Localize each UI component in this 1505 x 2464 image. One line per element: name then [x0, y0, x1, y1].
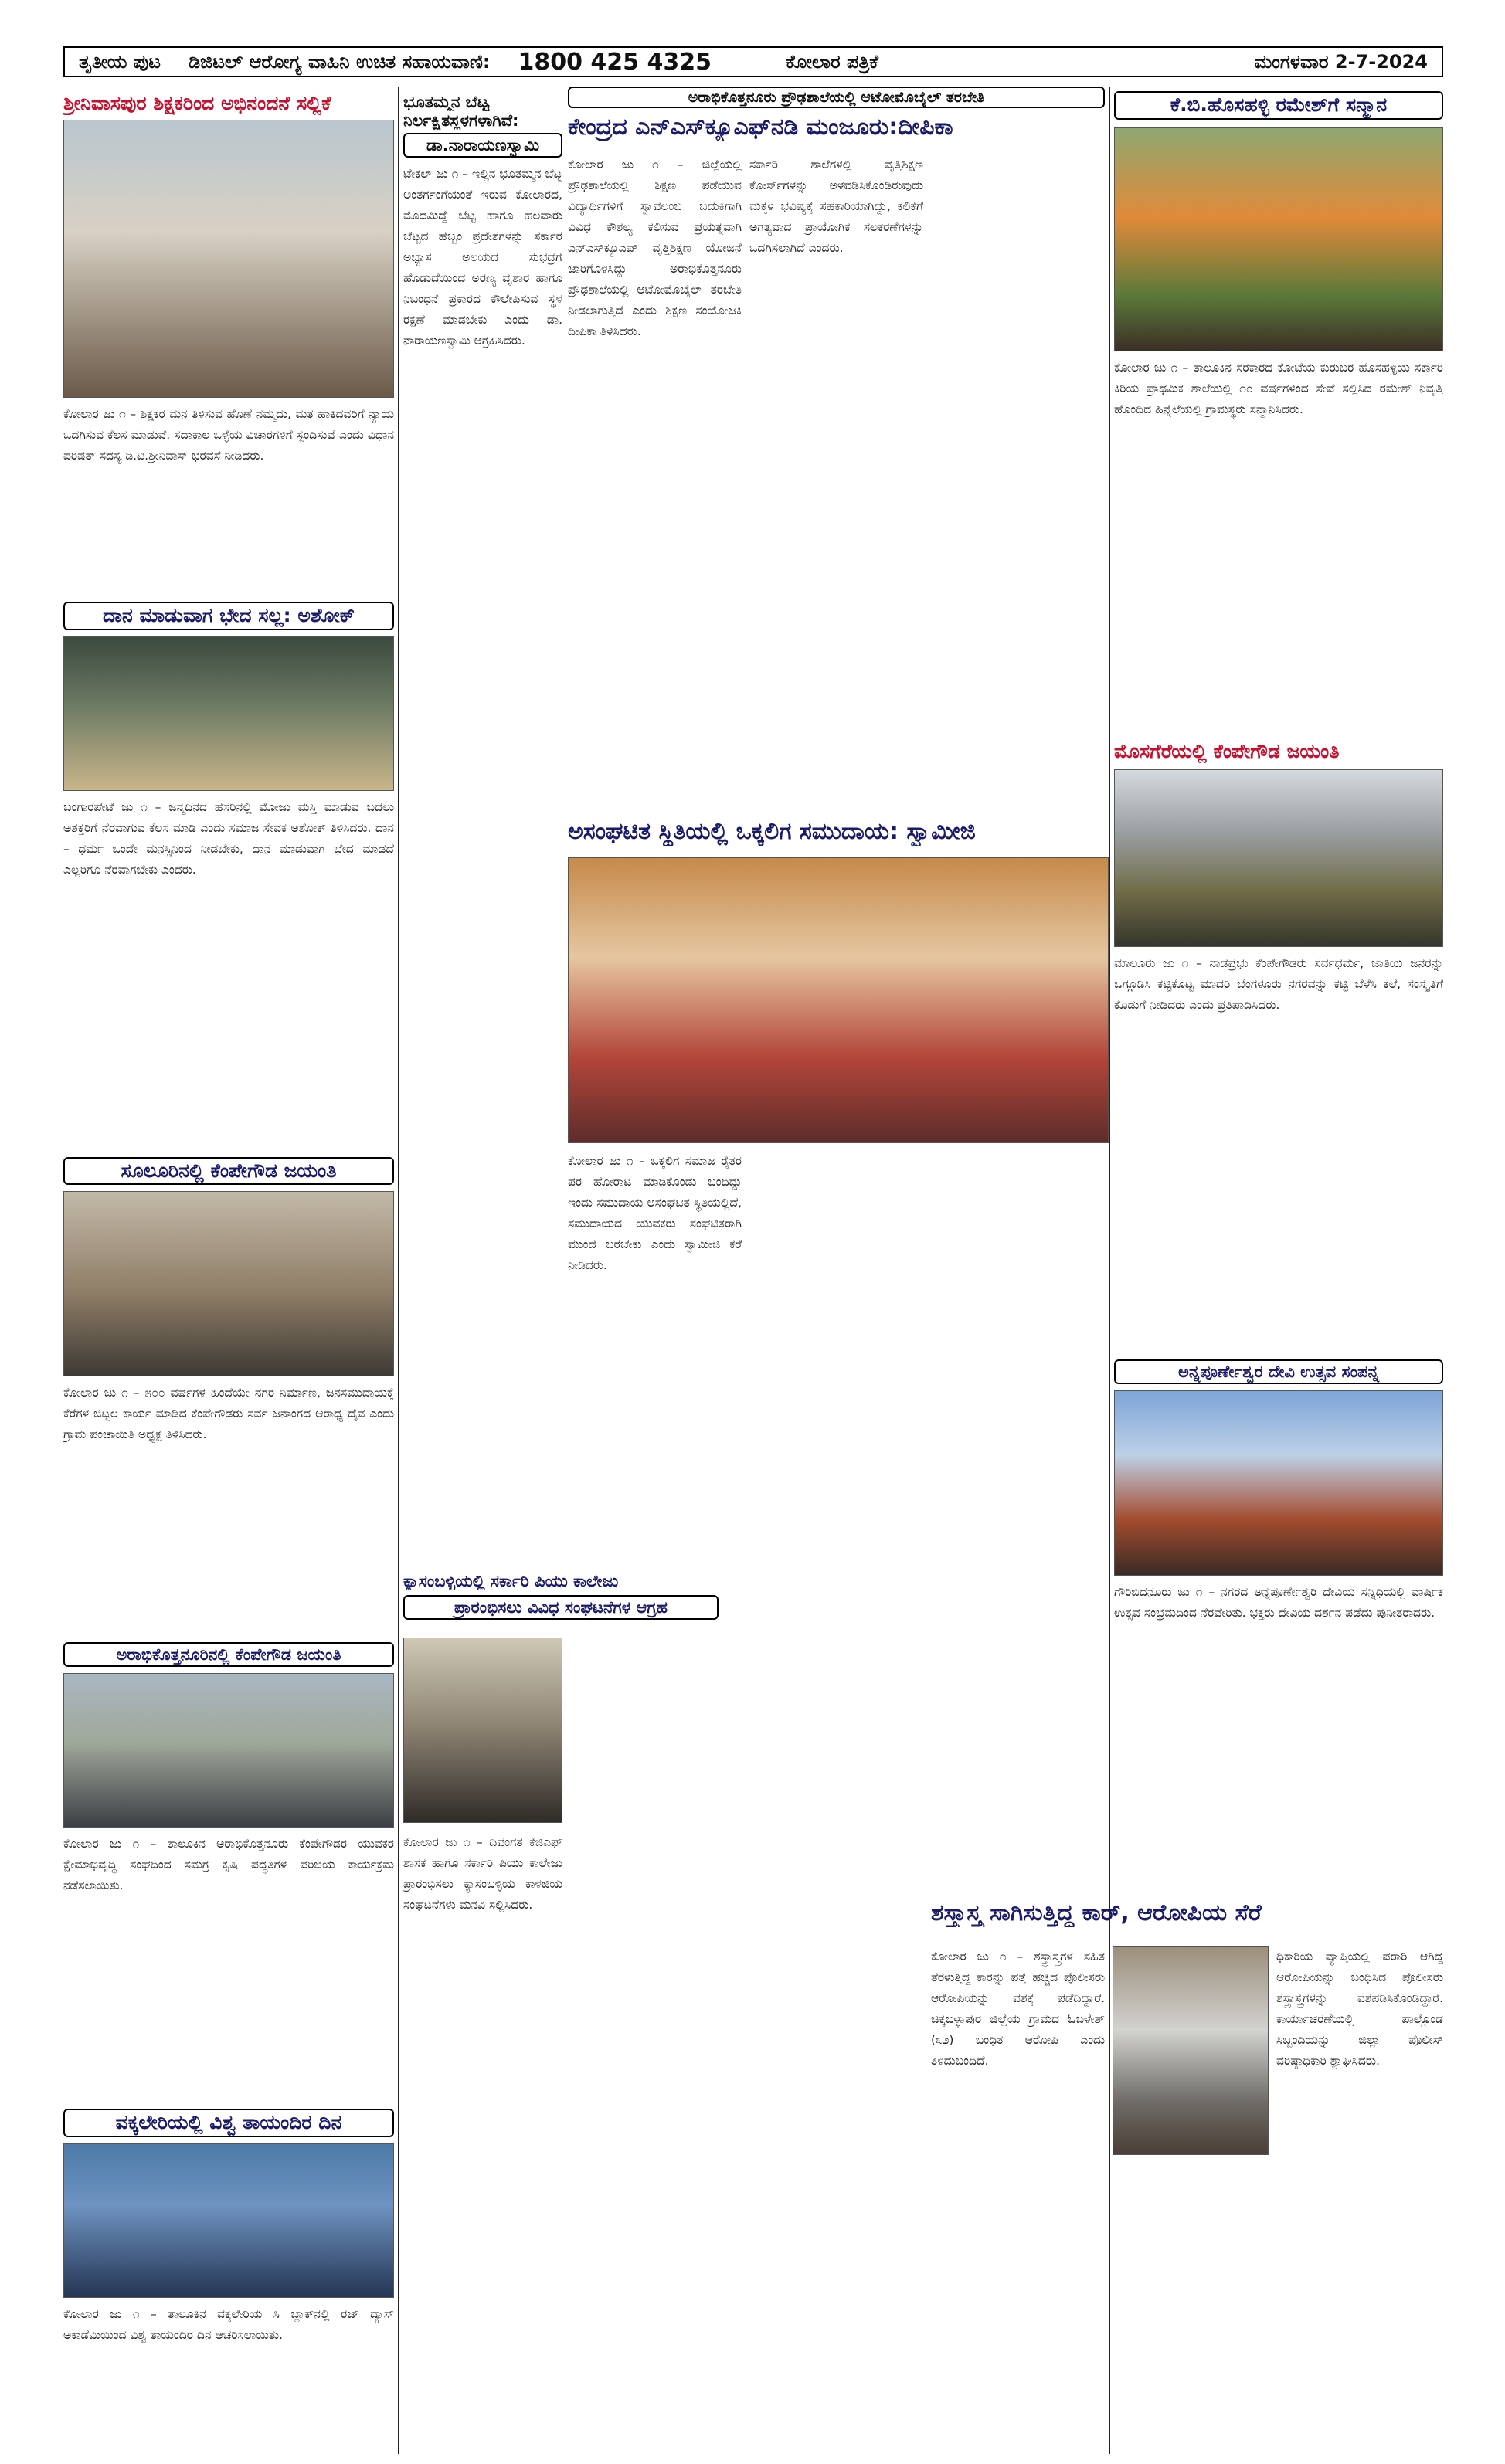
- article-body: ಕೋಲಾರ ಜು ೧ – ಒಕ್ಕಲಿಗ ಸಮಾಜ ರೈತರ ಪರ ಹೋರಾಟ ಮಾಡಿಕೊಂಡು ಬಂದಿದ್ದು ಇಂದು ಸಮುದಾಯ ಅಸಂಘಟಿತ ಸ್ಥಿತಿಯಲ್ಲಿದೆ, ಸಮುದಾಯದ ಯುವಕರು ಸಂಘಟಿತರಾಗಿ ಮುಂದೆ ಬರಬೇಕು ಎಂದು ಸ್ವಾಮೀಜಿ ಕರೆ ನೀಡಿದರು.: [568, 1154, 742, 1272]
- kicker: ಭೂತಮ್ಮನ ಬೆಟ್ಟ: [403, 93, 490, 111]
- headline: ಪ್ರಾರಂಭಿಸಲು ವಿವಿಧ ಸಂಘಟನೆಗಳ ಆಗ್ರಹ: [403, 1595, 719, 1620]
- article-body-cont: [931, 154, 1105, 772]
- headline: ಶಸ್ತ್ರಾಸ್ತ್ರ ಸಾಗಿಸುತ್ತಿದ್ದ ಕಾರ್, ಆರೋಪಿಯ ಸೆರೆ: [931, 1900, 1262, 1926]
- photo-kempegowda-jayanti-soolur: [63, 1191, 394, 1376]
- helpline-number: 1800 425 4325: [518, 48, 712, 76]
- headline: ಅಸಂಘಟಿತ ಸ್ಥಿತಿಯಲ್ಲಿ ಒಕ್ಕಲಿಗ ಸಮುದಾಯ: ಸ್ವಾಮೀಜಿ: [568, 819, 976, 845]
- headline: ದಾನ ಮಾಡುವಾಗ ಭೇದ ಸಲ್ಲ: ಅಶೋಕ್: [63, 602, 394, 630]
- article-body: ಕೋಲಾರ ಜು ೧ – ತಾಲೂಕಿನ ಸರಕಾರದ ಕೋಟೆಯ ಕುರುಬರ ಹೊಸಹಳ್ಳಿಯ ಸರ್ಕಾರಿ ಕಿರಿಯ ಪ್ರಾಥಮಿಕ ಶಾಲೆಯಲ್ಲಿ ೧೦ ವರ್ಷಗಳಿಂದ ಸೇವೆ ಸಲ್ಲಿಸಿದ ರಮೇಶ್ ನಿವೃತ್ತಿ ಹೊಂದಿದ ಹಿನ್ನೆಲೆಯಲ್ಲಿ ಗ್ರಾಮಸ್ಥರು ಸನ್ಮಾನಿಸಿದರು.: [1114, 360, 1443, 416]
- article-body: ಟೇಕಲ್ ಜು ೧ – ಇಲ್ಲಿನ ಭೂತಮ್ಮನ ಬೆಟ್ಟ ಅಂತರ್ಗಂಗೆಯಂತೆ ಇರುವ ಕೋಲಾರದ, ಮೊದಮಿದ್ದೆ ಬೆಟ್ಟ ಹಾಗೂ ಹಲವಾರು ಬೆಟ್ಟದ ಹೆಬ್ಬಂ ಪ್ರದೇಶಗಳನ್ನು ಸರ್ಕಾರ ಅಭ್ಯಾಸ ಅಲಯದ ಸುಭದ್ರಗೆ ಹೊಡುದೆಯಿಂದ ಅರಣ್ಯ ವೃಶಾರ ಹಾಗೂ ನಿಬಂಧನೆ ಪ್ರಕಾರದ ಕೌಲೇಪಿಸುವ ಸ್ಥಳ ರಕ್ಷಣೆ ಮಾಡಬೇಕು ಎಂದು ಡಾ. ನಾರಾಯಣಸ್ವಾಮಿ ಆಗ್ರಹಿಸಿದರು.: [403, 167, 562, 348]
- helpline-label: ಡಿಜಿಟಲ್ ಆರೋಗ್ಯ ವಾಹಿನಿ ಉಚಿತ ಸಹಾಯವಾಣಿ:: [188, 51, 491, 73]
- kicker-box: [568, 87, 1105, 108]
- photo-teacher-felicitation: [63, 120, 394, 398]
- issue-date: ಮಂಗಳವಾರ 2-7-2024: [1254, 51, 1428, 73]
- column-rule: [1109, 87, 1110, 2454]
- article-body-cont: [1113, 2163, 1269, 2441]
- paper-name: ಕೋಲಾರ ಪತ್ರಿಕೆ: [785, 51, 878, 73]
- photo-pu-college-petition: [403, 1638, 562, 1823]
- article-body: ಕೋಲಾರ ಜು ೧ – ದಿವಂಗತ ಕೆಜಿಎಫ್ ಶಾಸಕ ಹಾಗೂ ಸರ್ಕಾರಿ ಪಿಯು ಕಾಲೇಜು ಪ್ರಾರಂಭಿಸಲು ಕ್ಯಾಸಂಬಳ್ಳಿಯ ಕಾಳಜಿಯ ಸಂಘಟನೆಗಳು ಮನವಿ ಸಲ್ಲಿಸಿದರು.: [403, 1835, 562, 1912]
- headline: ಸೂಲೂರಿನಲ್ಲಿ ಕೆಂಪೇಗೌಡ ಜಯಂತಿ: [63, 1157, 394, 1186]
- headline: ಅನ್ನಪೂರ್ಣೇಶ್ವರ ದೇವಿ ಉತ್ಸವ ಸಂಪನ್ನ: [1114, 1359, 1443, 1384]
- column-rule: [398, 87, 399, 2454]
- photo-donation: [63, 636, 394, 791]
- article-body: ಕೋಲಾರ ಜು ೧ – ಶಿಕ್ಷಕರ ಮನ ತಿಳಿಸುವ ಹೊಣೆ ನಮ್ಮದು, ಮತ ಹಾಕಿದವರಿಗೆ ನ್ಯಾಯ ಒದಗಿಸುವ ಕೆಲಸ ಮಾಡುವೆ. ಸದಾಕಾಲ ಒಳ್ಳೆಯ ವಿಚಾರಗಳಿಗೆ ಸ್ಪಂದಿಸುವೆ ಎಂದು ವಿಧಾನ ಪರಿಷತ್ ಸದಸ್ಯ ಡಿ.ಟಿ.ಶ್ರೀನಿವಾಸ್ ಭರವಸೆ ನೀಡಿದರು.: [63, 406, 394, 463]
- article-body: ಕೋಲಾರ ಜು ೧ – ಜಿಲ್ಲೆಯಲ್ಲಿ ಪ್ರೌಢಶಾಲೆಯಲ್ಲಿ ಶಿಕ್ಷಣ ಪಡೆಯುವ ವಿದ್ಯಾರ್ಥಿಗಳಿಗೆ ಸ್ವಾವಲಂಬಿ ಬದುಕಿಗಾಗಿ ವಿವಿಧ ಕೌಶಲ್ಯ ಕಲಿಸುವ ಪ್ರಯತ್ನವಾಗಿ ಎನ್‌ಎಸ್‌ಕ್ಯೂಎಫ್ ವೃತ್ತಿಶಿಕ್ಷಣ ಯೋಜನೆ ಜಾರಿಗೊಳಿಸಿದ್ದು ಅರಾಭಿಕೊತ್ತನೂರು ಪ್ರೌಢಶಾಲೆಯಲ್ಲಿ ಆಟೋಮೊಬೈಲ್ ತರಬೇತಿ ನೀಡಲಾಗುತ್ತಿದೆ ಎಂದು ಶಿಕ್ಷಣ ಸಂಯೋಜಕಿ ದೀಪಿಕಾ ತಿಳಿಸಿದರು.: [568, 158, 742, 338]
- column-4: [1114, 87, 1443, 1894]
- article-body: ಕೋಲಾರ ಜು ೧ – ಶಸ್ತ್ರಾಸ್ತ್ರಗಳ ಸಹಿತ ತೆರಳುತ್ತಿದ್ದ ಕಾರನ್ನು ಪತ್ತೆ ಹಚ್ಚಿದ ಪೊಲೀಸರು ಆರೋಪಿಯನ್ನು ವಶಕ್ಕೆ ಪಡೆದಿದ್ದಾರೆ. ಚಿಕ್ಕಬಳ್ಳಾಪುರ ಜಿಲ್ಲೆಯ ಗ್ರಾಮದ ಓಬಳೇಶ್ (೩೨) ಬಂಧಿತ ಆರೋಪಿ ಎಂದು ತಿಳಿದುಬಂದಿದೆ.: [931, 1950, 1105, 2068]
- headline: ಡಾ.ನಾರಾಯಣಸ್ವಾಮಿ: [403, 133, 562, 158]
- photo-mothers-day: [63, 2143, 394, 2298]
- headline: ಕೆ.ಬಿ.ಹೊಸಹಳ್ಳಿ ರಮೇಶ್‌ಗೆ ಸನ್ಮಾನ: [1114, 91, 1443, 120]
- article-body: ಮಾಲೂರು ಜು ೧ – ನಾಡಪ್ರಭು ಕೆಂಪೇಗೌಡರು ಸರ್ವಧರ್ಮ, ಜಾತಿಯ ಜನರನ್ನು ಒಗ್ಗೂಡಿಸಿ ಕಟ್ಟಿಕೊಟ್ಟ ಮಾದರಿ ಬೆಂಗಳೂರು ನಗರವನ್ನು ಕಟ್ಟಿ ಬೆಳೆಸಿ ಕಲೆ, ಸಂಸ್ಕೃತಿಗೆ ಕೊಡುಗೆ ನೀಡಿದರು ಎಂದು ಪ್ರತಿಪಾದಿಸಿದರು.: [1114, 955, 1443, 1012]
- masthead-bar: [63, 46, 1443, 77]
- headline: ಮೊಸಗೆರೆಯಲ್ಲಿ ಕೆಂಪೇಗೌಡ ಜಯಂತಿ: [1114, 740, 1340, 762]
- photo-okkaliga-event: [568, 857, 1109, 1143]
- page-label: ತೃತೀಯ ಪುಟ: [79, 51, 161, 73]
- headline: ಕ್ಯಾಸಂಬಳ್ಳಿಯಲ್ಲಿ ಸರ್ಕಾರಿ ಪಿಯು ಕಾಲೇಜು: [403, 1572, 619, 1590]
- article-body: ಗೌರಿಬಿದನೂರು ಜು ೧ – ನಗರದ ಅನ್ನಪೂರ್ಣೇಶ್ವರಿ ದೇವಿಯ ಸನ್ನಿಧಿಯಲ್ಲಿ ವಾರ್ಷಿಕ ಉತ್ಸವ ಸಂಭ್ರಮದಿಂದ ನೆರವೇರಿತು. ಭಕ್ತರು ದೇವಿಯ ದರ್ಶನ ಪಡೆದು ಪುನೀತರಾದರು.: [1114, 1584, 1443, 1620]
- article-body-cont: [749, 1151, 923, 2441]
- photo-annapoorneshwari-festival: [1114, 1390, 1443, 1576]
- headline-lead: ಕೇಂದ್ರದ ಎನ್‌ಎಸ್‌ಕ್ಯೂಎಫ್‌ನಡಿ ಮಂಜೂರು:ದೀಪಿಕಾ: [568, 114, 953, 141]
- article-body: ಕೋಲಾರ ಜು ೧ – ತಾಲೂಕಿನ ಅರಾಭಿಕೊತ್ತನೂರು ಕೆಂಪೇಗೌಡರ ಯುವಕರ ಕ್ಷೇಮಾಭಿವೃದ್ಧಿ ಸಂಘದಿಂದ ಸಮಗ್ರ ಕೃಷಿ ಪದ್ಧತಿಗಳ ಪರಿಚಯ ಕಾರ್ಯಕ್ರಮ ನಡೆಸಲಾಯಿತು.: [63, 1837, 394, 1893]
- photo-arrested-car: [1113, 1946, 1269, 2155]
- photo-kempegowda-jayanti-arabhikothanur: [63, 1673, 394, 1828]
- headline: ನಿರ್ಲಕ್ಷಿತಸ್ಥಳಗಳಾಗಿವೆ:: [403, 111, 519, 131]
- photo-kempegowda-jayanti-mosagere: [1114, 769, 1443, 947]
- headline: ಶ್ರೀನಿವಾಸಪುರ ಶಿಕ್ಷಕರಿಂದ ಅಭಿನಂದನೆ ಸಲ್ಲಿಕೆ: [63, 93, 331, 114]
- kicker: ಅರಾಭಿಕೊತ್ತನೂರು ಪ್ರೌಢಶಾಲೆಯಲ್ಲಿ ಆಟೋಮೊಬೈಲ್ ತರಬೇತಿ: [688, 89, 985, 106]
- headline: ವಕ್ಕಲೇರಿಯಲ್ಲಿ ವಿಶ್ವ ತಾಯಂದಿರ ದಿನ: [63, 2109, 394, 2137]
- article-body: ಕೋಲಾರ ಜು ೧ – ೫೦೦ ವರ್ಷಗಳ ಹಿಂದೆಯೇ ನಗರ ನಿರ್ಮಾಣ, ಜನಸಮುದಾಯಕ್ಕೆ ಕೆರೆಗಳ ಚಿಟ್ಟಲ ಕಾರ್ಯ ಮಾಡಿದ ಕೆಂಪೇಗೌಡರು ಸರ್ವ ಜನಾಂಗದ ಆರಾಧ್ಯ ದೈವ ಎಂದು ಗ್ರಾಮ ಪಂಚಾಯಿತಿ ಅಧ್ಯಕ್ಷ ತಿಳಿಸಿದರು.: [63, 1386, 394, 1442]
- article-body: ಕೋಲಾರ ಜು ೧ – ತಾಲೂಕಿನ ವಕ್ಕಲೇರಿಯ ಸಿ ಬ್ಲಾಕ್‌ನಲ್ಲಿ ರಜ್ ದ್ಯಾಸ್ ಅಕಾಡೆಮಿಯಿಂದ ವಿಶ್ವ ತಾಯಂದಿರ ದಿನ ಆಚರಿಸಲಾಯಿತು.: [63, 2307, 394, 2343]
- photo-ramesh-felicitation: [1114, 127, 1443, 351]
- column-1: [63, 87, 394, 2454]
- article-body: ಧಿಕಾರಿಯ ವ್ಯಾಪ್ತಿಯಲ್ಲಿ ಪರಾರಿ ಆಗಿದ್ದ ಆರೋಪಿಯನ್ನು ಬಂಧಿಸಿದ ಪೊಲೀಸರು ಶಸ್ತ್ರಾಸ್ತ್ರಗಳನ್ನು ವಶಪಡಿಸಿಕೊಂಡಿದ್ದಾರೆ. ಕಾರ್ಯಾಚರಣೆಯಲ್ಲಿ ಪಾಲ್ಗೊಂಡ ಸಿಬ್ಬಂದಿಯನ್ನು ಜಿಲ್ಲಾ ಪೊಲೀಸ್ ವರಿಷ್ಠಾಧಿಕಾರಿ ಶ್ಲಾಘಿಸಿದರು.: [1276, 1950, 1443, 2068]
- headline: ಅರಾಭಿಕೊತ್ತನೂರಿನಲ್ಲಿ ಕೆಂಪೇಗೌಡ ಜಯಂತಿ: [63, 1642, 394, 1667]
- article-body-cont: [931, 1151, 1105, 1831]
- article-body: ಸರ್ಕಾರಿ ಶಾಲೆಗಳಲ್ಲಿ ವೃತ್ತಿಶಿಕ್ಷಣ ಕೋರ್ಸ್‌ಗಳನ್ನು ಅಳವಡಿಸಿಕೊಂಡಿರುವುದು ಮಕ್ಕಳ ಭವಿಷ್ಯಕ್ಕೆ ಸಹಕಾರಿಯಾಗಿದ್ದು, ಕಲಿಕೆಗೆ ಅಗತ್ಯವಾದ ಪ್ರಾಯೋಗಿಕ ಸಲಕರಣೆಗಳನ್ನು ಒದಗಿಸಲಾಗಿದೆ ಎಂದರು.: [749, 158, 923, 255]
- article-body: ಬಂಗಾರಪೇಟೆ ಜು ೧ – ಜನ್ಮದಿನದ ಹೆಸರಿನಲ್ಲಿ ಮೋಜು ಮಸ್ತಿ ಮಾಡುವ ಬದಲು ಅಶಕ್ತರಿಗೆ ನೆರವಾಗುವ ಕೆಲಸ ಮಾಡಿ ಎಂದು ಸಮಾಜ ಸೇವಕ ಅಶೋಕ್ ತಿಳಿಸಿದರು. ದಾನ – ಧರ್ಮ ಒಂದೇ ಮನಸ್ಸಿನಿಂದ ನೀಡಬೇಕು, ದಾನ ಮಾಡುವಾಗ ಭೇದ ಮಾಡದೆ ಎಲ್ಲರಿಗೂ ನೆರವಾಗಬೇಕು ಎಂದರು.: [63, 799, 394, 877]
